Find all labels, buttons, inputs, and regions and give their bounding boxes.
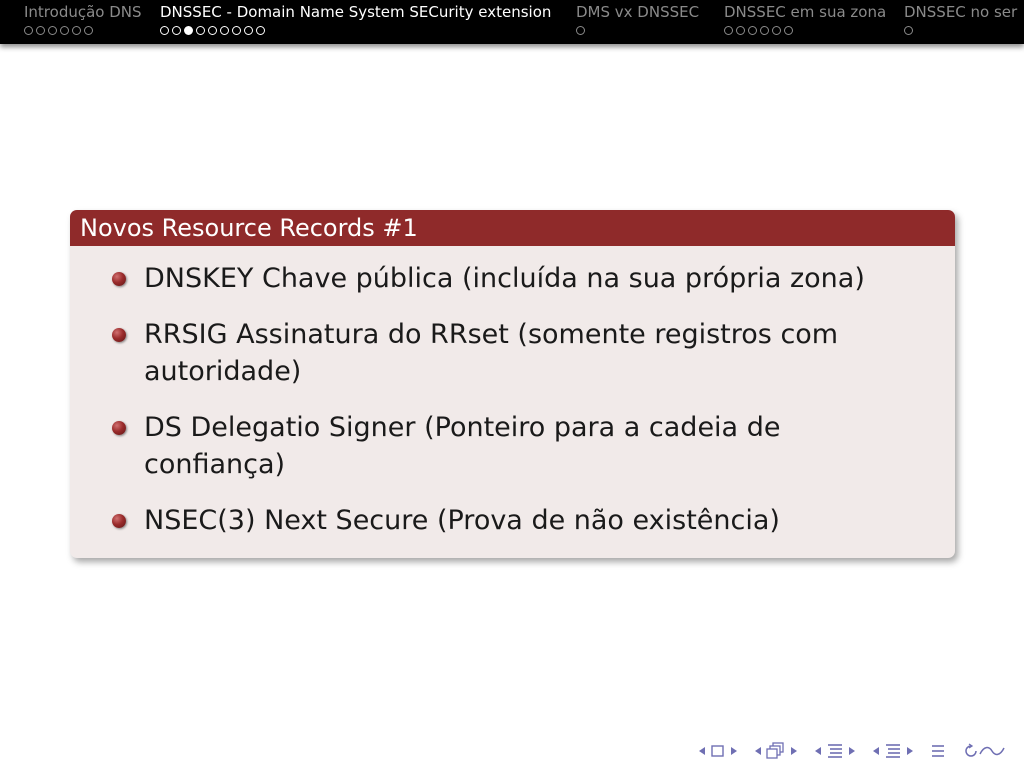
frame-dot[interactable] [84,26,93,35]
arrow-right-icon[interactable] [730,746,738,756]
arrow-right-icon[interactable] [848,746,856,756]
block-title: Novos Resource Records #1 [70,210,955,246]
frame-dot[interactable] [748,26,757,35]
nav-section-introducao-dns[interactable] [24,4,142,37]
frame-dot[interactable] [784,26,793,35]
nav-section-dnssec[interactable] [160,4,551,37]
frame-dot[interactable] [220,26,229,35]
frame-dot[interactable] [904,26,913,35]
nav-section-dots [576,26,699,37]
bullet-icon [112,272,126,286]
arrow-right-icon[interactable] [906,746,914,756]
frame-nav-group [698,744,738,758]
nav-section-dms-vx-dnssec[interactable] [576,4,699,37]
nav-section-dots [24,26,142,37]
frame-icon[interactable] [710,744,726,758]
list-item [70,260,955,297]
beamer-navigation-symbols [698,738,1016,764]
arrow-left-icon[interactable] [814,746,822,756]
align-icon[interactable] [930,742,946,760]
nav-section-dots [160,26,551,37]
frame-dot[interactable] [72,26,81,35]
frame-dot[interactable] [772,26,781,35]
frame-dot[interactable] [48,26,57,35]
document-nav-group [872,742,914,760]
align-group [930,742,946,760]
list-item-text: RRSIG Assinatura do RRset (somente registros com autoridade) [144,319,839,387]
frame-dot[interactable] [760,26,769,35]
section-icon[interactable] [884,742,902,760]
frame-dot[interactable] [256,26,265,35]
frame-dot[interactable] [232,26,241,35]
frame-dot[interactable] [736,26,745,35]
subsection-icon[interactable] [766,742,786,760]
nav-section-title: Introdução DNS [24,3,142,21]
list-item [70,316,955,390]
list-item-text: DNSKEY Chave pública (incluída na sua própria zona) [144,263,865,294]
block-body [70,246,955,539]
resource-records-block [70,210,955,558]
arrow-left-icon[interactable] [754,746,762,756]
arrow-left-icon[interactable] [698,746,706,756]
bullet-icon [112,514,126,528]
nav-section-dots [724,26,886,37]
section-nav-group [814,742,856,760]
frame-dot[interactable] [24,26,33,35]
frame-dot[interactable] [36,26,45,35]
frame-dot[interactable] [172,26,181,35]
nav-section-title: DMS vx DNSSEC [576,3,700,21]
frame-dot[interactable] [724,26,733,35]
arrow-left-icon[interactable] [872,746,880,756]
frame-dot[interactable] [244,26,253,35]
arrow-right-icon[interactable] [790,746,798,756]
subsection-nav-group [754,742,798,760]
frame-dot[interactable] [208,26,217,35]
nav-section-dnssec-no-ser[interactable] [904,4,1017,37]
section-icon[interactable] [826,742,844,760]
section-navigation-bar [0,0,1024,44]
nav-section-title: DNSSEC - Domain Name System SECurity extension [160,3,552,21]
nav-section-dots [904,26,1017,37]
list-item-text: NSEC(3) Next Secure (Prova de não existência) [144,505,780,536]
current-frame-dot[interactable] [184,26,193,35]
list-item [70,409,955,483]
frame-dot[interactable] [576,26,585,35]
bullet-icon [112,328,126,342]
list-item [70,502,955,539]
nav-section-dnssec-em-sua-zona[interactable] [724,4,886,37]
frame-dot[interactable] [160,26,169,35]
nav-section-title: DNSSEC em sua zona [724,3,887,21]
nav-section-title: DNSSEC no ser [904,3,1018,21]
frame-dot[interactable] [60,26,69,35]
search-icon[interactable] [962,743,1006,759]
search-group [962,743,1006,759]
bullet-icon [112,421,126,435]
frame-dot[interactable] [196,26,205,35]
list-item-text: DS Delegatio Signer (Ponteiro para a cadeia de confiança) [144,412,781,480]
